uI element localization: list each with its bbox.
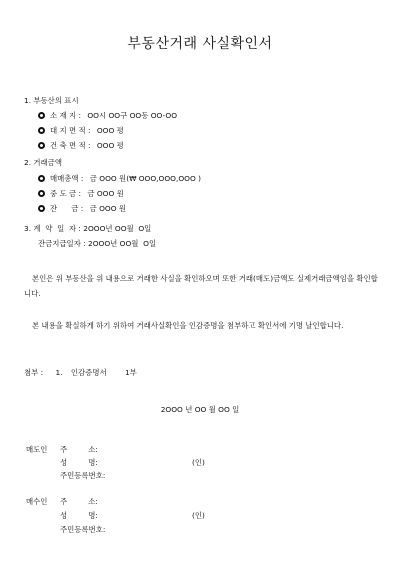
total-price-row bbox=[38, 175, 201, 184]
bullet-icon bbox=[38, 175, 45, 182]
building-area-label: 건 축 면 적 : bbox=[50, 141, 91, 150]
balance-payment-row bbox=[38, 205, 126, 214]
bullet-icon bbox=[38, 112, 45, 119]
bullet-icon bbox=[38, 142, 45, 149]
buyer-id-label: 주민등록번호: bbox=[60, 525, 106, 534]
land-area-value: OOO 평 bbox=[96, 126, 124, 135]
land-area-label: 대 지 면 적 : bbox=[50, 126, 91, 135]
seller-role: 매도인 bbox=[26, 445, 48, 454]
land-area-row bbox=[38, 127, 124, 136]
document-date: 2OOO 년 OO 월 OO 일 bbox=[160, 405, 240, 414]
section1-heading: 1. 부동산의 표시 bbox=[24, 96, 79, 105]
confirmation-paragraph: 본인은 위 부동산을 위 내용으로 거래한 사실을 확인하오며 또한 거래(매도)금액도 실제거래금액임을 확인합니다. bbox=[24, 274, 378, 298]
total-price-value: 금 OOO 원(₩ OOO,OOO,OOO ) bbox=[89, 174, 202, 183]
interim-payment-row bbox=[38, 190, 124, 199]
attachment-label: 첨부 : bbox=[24, 368, 44, 377]
contract-date: 3. 계 약 일 자 : 2OOO년 OO월 O일 bbox=[24, 224, 152, 233]
interim-payment-label: 중 도 금 : bbox=[50, 189, 81, 198]
building-area-row bbox=[38, 142, 124, 151]
buyer-address-label: 주 소: bbox=[60, 497, 98, 506]
buyer-role: 매수인 bbox=[26, 497, 48, 506]
total-price-label: 매매총액 : bbox=[50, 174, 84, 183]
attachment-number: 1. bbox=[55, 368, 63, 377]
section2-heading: 2. 거래금액 bbox=[24, 158, 62, 167]
balance-payment-date: 잔금지급일자 : 2OOO년 OO월 O일 bbox=[38, 239, 157, 248]
property-location-label: 소 재 지 : bbox=[50, 111, 81, 120]
balance-payment-label: 잔 금 : bbox=[50, 204, 84, 213]
seller-address-label: 주 소: bbox=[60, 445, 98, 454]
buyer-name-label: 성 명: bbox=[60, 511, 98, 520]
bullet-icon bbox=[38, 127, 45, 134]
declaration-paragraph: 본 내용을 확실하게 하기 위하여 거래사실확인을 인감증명을 첨부하고 확인서에 기명 날인합니다. bbox=[32, 321, 344, 330]
attachment-item: 인감증명서 bbox=[70, 368, 107, 377]
seller-id-label: 주민등록번호: bbox=[60, 471, 106, 480]
bullet-icon bbox=[38, 190, 45, 197]
buyer-seal-mark: (인) bbox=[192, 511, 205, 520]
document-title: 부동산거래 사실확인서 bbox=[127, 36, 273, 52]
interim-payment-value: 금 OOO 원 bbox=[87, 189, 124, 198]
seller-seal-mark: (인) bbox=[192, 458, 205, 467]
attachment-line bbox=[24, 369, 137, 378]
building-area-value: OOO 평 bbox=[96, 141, 124, 150]
balance-payment-value: 금 OOO 원 bbox=[89, 204, 127, 213]
bullet-icon bbox=[38, 205, 45, 212]
attachment-count: 1부 bbox=[124, 368, 137, 377]
property-location-row bbox=[38, 112, 177, 121]
property-location-value: OO시 OO구 OO동 OO-OO bbox=[87, 111, 178, 120]
seller-name-label: 성 명: bbox=[60, 458, 98, 467]
